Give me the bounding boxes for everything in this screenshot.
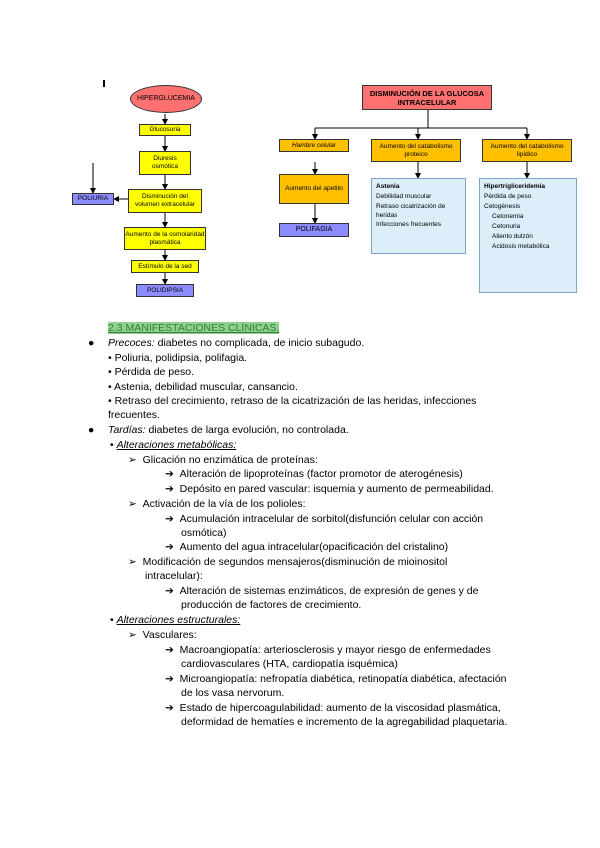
estructurales-label: • Alteraciones estructurales: — [110, 614, 241, 626]
polifagia-node: POLIFAGIA — [279, 223, 349, 237]
mensajeros-line: ➢ Modificación de segundos mensajeros(disminución de mioinositol — [128, 556, 448, 568]
catabolismo-proteico-node: Aumento del catabolismo proteico — [371, 139, 461, 162]
osmolaridad-node: Aumento de la osmolaridad plasmática — [124, 227, 206, 250]
sub-item: ➔ Microangiopatía: nefropatía diabética, retinopatía diabética, afectación — [165, 673, 507, 685]
astenia-title: Astenia — [376, 183, 400, 190]
tardias-line: Tardías: diabetes de larga evolución, no controlada. — [108, 424, 349, 436]
precoz-item-cont: frecuentes. — [108, 409, 160, 421]
bullet-dot: ● — [88, 424, 95, 436]
sub-item: ➔ Estado de hipercoagulabilidad: aumento de la viscosidad plasmática, — [165, 702, 501, 714]
polioles-line: ➢ Activación de la vía de los polioles: — [128, 498, 306, 510]
astenia-item: Retraso cicatrización de heridas — [376, 203, 446, 219]
vasculares-line: ➢ Vasculares: — [128, 629, 197, 641]
sub-item: ➔ Alteración de sistemas enzimáticos, de expresión de genes y de — [165, 585, 479, 597]
lipid-box — [479, 178, 577, 293]
lipid-item: Cetonemia — [492, 213, 524, 220]
sub-item: ➔ Alteración de lipoproteínas (factor promotor de aterogénesis) — [165, 468, 463, 480]
section-heading: 2.3 MANIFESTACIONES CLÍNICAS. — [108, 322, 280, 334]
hiperglucemia-node: HIPERGLUCEMIA — [130, 85, 202, 113]
astenia-box — [371, 178, 466, 254]
precoz-item: • Astenia, debilidad muscular, cansancio. — [108, 381, 298, 393]
lipid-item: Acidosis metabólica — [492, 243, 550, 250]
metabolicas-label: • Alteraciones metabólicas: — [110, 439, 237, 451]
stray-mark — [103, 80, 105, 87]
mensajeros-cont: intracelular): — [145, 570, 203, 582]
sed-node: Estímulo de la sed — [131, 260, 199, 273]
sub-item-cont: deformidad de hematíes e incremento de la agregabilidad plaquetaria. — [181, 716, 508, 728]
lipid-item: Aliento dulzón — [492, 233, 533, 240]
astenia-item: Debilidad muscular — [376, 193, 432, 200]
glicacion-line: ➢ Glicación no enzimática de proteínas: — [128, 454, 318, 466]
apetito-node: Aumento del apetito — [279, 174, 349, 204]
sub-item-cont: producción de factores de crecimiento. — [181, 599, 362, 611]
sub-item: ➔ Acumulación intracelular de sorbitol(disfunción celular con acción — [165, 513, 484, 525]
catabolismo-lipidico-node: Aumento del catabolismo lipídico — [482, 139, 572, 162]
precoz-item: • Pérdida de peso. — [108, 366, 194, 378]
sub-item-cont: cardiovasculares (HTA, cardiopatía isquémica) — [181, 658, 398, 670]
sub-item: ➔ Depósito en pared vascular: isquemia y aumento de permeabilidad. — [165, 483, 494, 495]
polidipsia-node: POLIDIPSIA — [136, 284, 194, 297]
sub-item: ➔ Aumento del agua intracelular(opacificación del cristalino) — [165, 541, 449, 553]
diuresis-node: Diuresis osmótica — [139, 151, 191, 175]
hambre-celular-node: Hambre celular — [279, 139, 349, 152]
sub-item: ➔ Macroangiopatía: arteriosclerosis y mayor riesgo de enfermedades — [165, 644, 491, 656]
lipid-item: Cetonuria — [492, 223, 521, 230]
precoz-item: • Poliuria, polidipsia, polifagia. — [108, 352, 248, 364]
glucosuria-node: Glucosuria — [139, 124, 191, 136]
precoces-line: Precoces: diabetes no complicada, de inicio subagudo. — [108, 337, 365, 349]
sub-item-cont: de los vasa nervorum. — [181, 687, 285, 699]
precoz-item: • Retraso del crecimiento, retraso de la cicatrización de las heridas, infecciones — [108, 395, 477, 407]
volumen-node: Disminución del volumen extracelular — [128, 189, 202, 213]
sub-item-cont: osmótica) — [181, 527, 227, 539]
astenia-item: Infecciones frecuentes — [376, 221, 442, 228]
lipid-item: Pérdida de peso — [484, 193, 532, 200]
glucosa-intracelular-node: DISMINUCIÓN DE LA GLUCOSA INTRACELULAR — [362, 85, 492, 110]
poliuria-node: POLIURIA — [72, 193, 114, 205]
lipid-item: Cetogénesis — [484, 203, 521, 210]
bullet-dot: ● — [88, 337, 95, 349]
lipid-title: Hipertrigliceridemia — [484, 183, 546, 190]
